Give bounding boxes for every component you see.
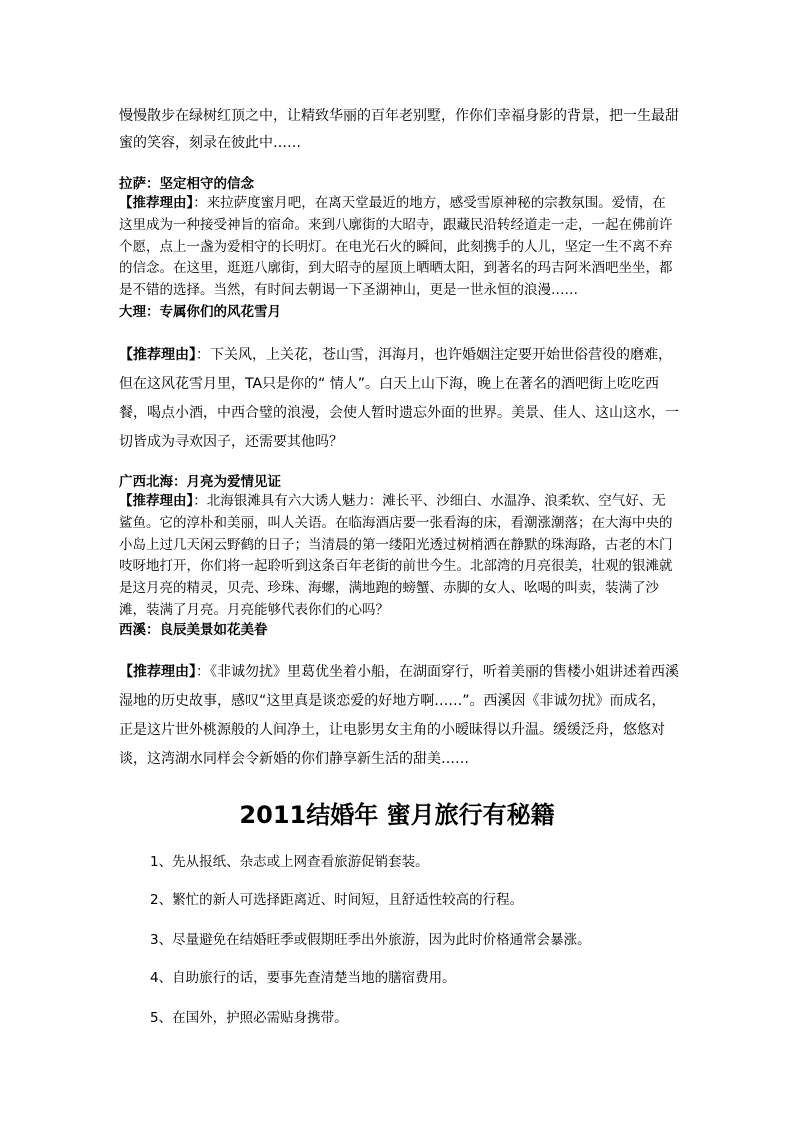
reason-text: ：北海银滩具有六大诱人魅力：滩长平、沙细白、水温净、浪柔软、空气好、无鲨鱼。它的淳朴和美丽，叫人关语。在临海酒店要一张看海的床，看潮涨潮落；在大海中央的小岛上过几天闲云野鹤的日子；当清晨的第一缕阳光透过树梢洒在静默的珠海路，古老的木门吱呀地打开，你们将一起聆听到这条百年老街的前世今生。北部湾的月亮很美，壮观的银滩就是这月亮的精灵，贝壳、珍珠、海螺，满地跑的螃蟹、赤脚的女人、吆喝的叫卖，装满了沙滩，装满了月亮。月亮能够代表你们的心吗？ <box>119 493 673 618</box>
tip-item: 1、先从报纸、杂志或上网查看旅游促销套装。 <box>150 854 429 870</box>
tip-item: 5、在国外，护照必需贴身携带。 <box>150 1010 348 1026</box>
reason-text: ：《非诚勿扰》里葛优坐着小船，在湖面穿行，听着美丽的售楼小姐讲述着西溪湿地的历史故事，感叹“这里真是谈恋爱的好地方啊……”。西溪因《非诚勿扰》而成名，正是这片世外桃源般的人间净土，让电影男女主角的小暧昧得以升温。缓缓泛舟，悠悠对谈，这湾湖水同样会令新婚的你们静享新生活的甜美…… <box>119 664 679 767</box>
reason-tag: 【推荐理由】 <box>119 195 194 211</box>
tip-item: 2、繁忙的新人可选择距离近、时间短，且舒适性较高的行程。 <box>150 892 524 908</box>
reason-tag: 【推荐理由】 <box>119 493 194 509</box>
section-body-lhasa <box>119 193 679 302</box>
section-heading-lhasa: 拉萨：坚定相守的信念 <box>119 176 254 192</box>
tip-item: 3、尽量避免在结婚旺季或假期旺季出外旅游，因为此时价格通常会暴涨。 <box>150 932 591 948</box>
reason-tag: 【推荐理由】 <box>119 347 196 363</box>
section-body-dali <box>119 341 679 457</box>
tips-title: 2011结婚年 蜜月旅行有秘籍 <box>239 801 555 829</box>
reason-text: ：下关风，上关花，苍山雪，洱海月，也许婚姻注定要开始世俗营役的磨难，但在这风花雪月里，TA只是你的“ 情人”。白天上山下海，晚上在著名的酒吧街上吃吃西餐，喝点小酒，中西合璧的浪漫，会使人暂时遗忘外面的世界。美景、佳人、这山这水，一切皆成为寻欢因子，还需要其他吗？ <box>119 347 679 450</box>
section-body-xixi <box>119 658 679 774</box>
section-heading-beihai: 广西北海：月亮为爱情见证 <box>119 474 281 490</box>
section-heading-xixi: 西溪：良辰美景如花美眷 <box>119 622 268 638</box>
section-body-beihai <box>119 491 679 622</box>
reason-tag: 【推荐理由】 <box>119 664 196 680</box>
section-heading-dali: 大理：专属你们的风花雪月 <box>119 304 281 320</box>
tip-item: 4、自助旅行的话，要事先查清楚当地的膳宿费用。 <box>150 970 456 986</box>
intro-paragraph: 慢慢散步在绿树红顶之中，让精致华丽的百年老别墅，作你们幸福身影的背景，把一生最甜蜜的笑容，刻录在彼此中…… <box>119 108 679 151</box>
reason-text: ：来拉萨度蜜月吧，在离天堂最近的地方，感受雪原神秘的宗教氛围。爱情，在这里成为一种接受神旨的宿命。来到八廓街的大昭寺，跟藏民沿转经道走一走，一起在佛前许个愿，点上一盏为爱相守的长明灯。在电光石火的瞬间，此刻携手的人儿，坚定一生不离不弃的信念。在这里，逛逛八廓街，到大昭寺的屋顶上晒晒太阳，到著名的玛吉阿米酒吧坐坐，都是不错的选择。当然，有时间去朝谒一下圣湖神山，更是一世永恒的浪漫…… <box>119 195 673 299</box>
